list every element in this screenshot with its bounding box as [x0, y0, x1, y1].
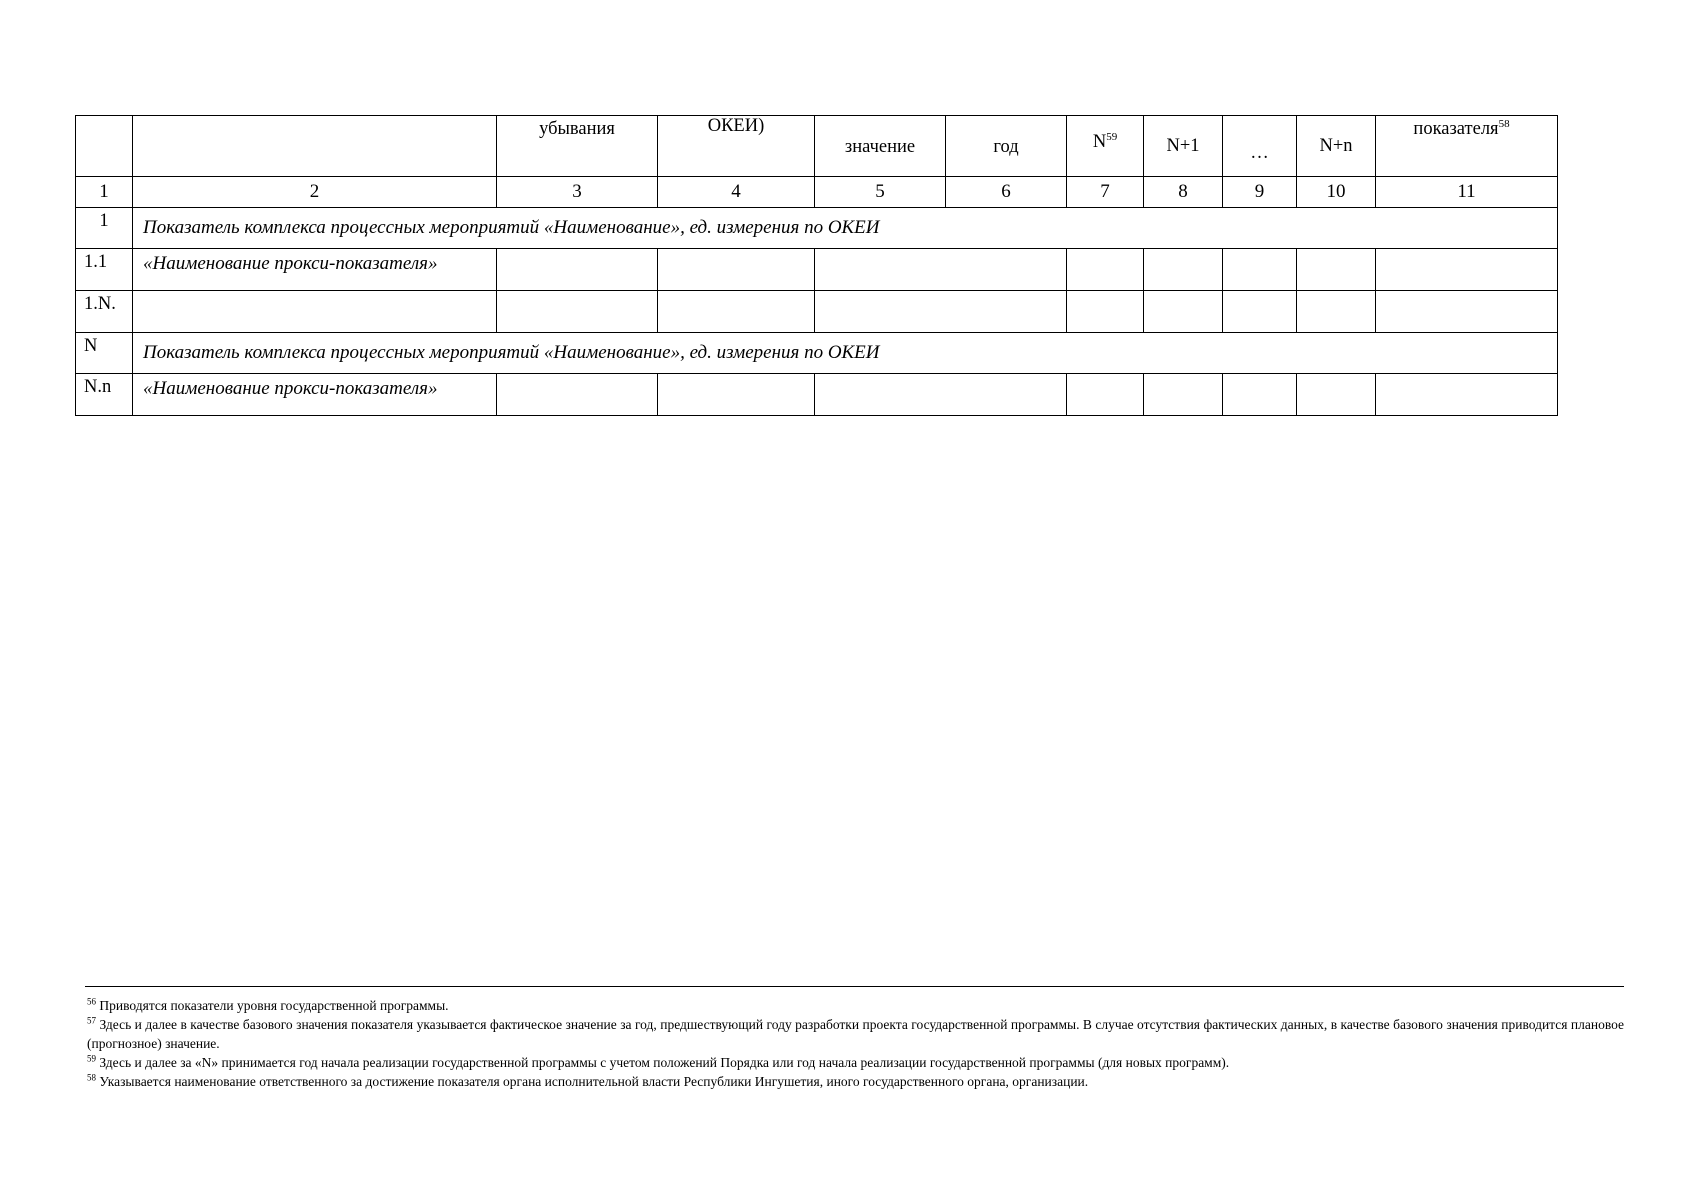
table-cell — [1144, 249, 1223, 291]
footnote-ref-58: 58 — [1498, 117, 1510, 130]
table-cell — [815, 374, 1067, 416]
header-cell-index — [76, 116, 133, 177]
table-cell — [1376, 249, 1558, 291]
header-base-value-label: значение — [844, 137, 916, 157]
header-unit-label: ОКЕИ) — [707, 116, 765, 136]
row-index: 1.N. — [76, 291, 133, 333]
header-cell-year-n — [1067, 116, 1144, 177]
footnote-number: 57 — [87, 1015, 96, 1026]
row-index: N.n — [76, 374, 133, 416]
header-cell-year-nn — [1297, 116, 1376, 177]
header-row — [76, 116, 1558, 177]
column-number: 4 — [658, 177, 815, 208]
table-cell — [497, 374, 658, 416]
table-row — [76, 249, 1558, 291]
table-cell — [1376, 291, 1558, 333]
footnote-number: 56 — [87, 996, 96, 1007]
header-year-n — [1067, 132, 1143, 153]
column-number: 11 — [1376, 177, 1558, 208]
footnote-text: Здесь и далее за «N» принимается год начала реализации государственной программы с учетом положений Порядка или год начала реализации государственной программы (для новых программ). — [99, 1055, 1230, 1070]
footnote-number: 58 — [87, 1072, 96, 1083]
footnote — [87, 1053, 1624, 1072]
table-cell — [1223, 291, 1297, 333]
table-cell — [1144, 374, 1223, 416]
proxy-indicator-name: «Наименование прокси-показателя» — [133, 249, 497, 291]
footnote-text: Указывается наименование ответственного за достижение показателя органа исполнительной власти Республики Ингушетия, иного государственного органа, организации. — [99, 1074, 1089, 1089]
table-cell — [1067, 374, 1144, 416]
header-responsible — [1376, 119, 1558, 140]
table-cell — [815, 249, 1067, 291]
header-year-n1-label: N+1 — [1166, 136, 1200, 156]
header-base-year-label: год — [993, 137, 1019, 157]
table-cell — [1223, 374, 1297, 416]
header-direction-label: убывания — [539, 119, 615, 139]
header-cell-name — [133, 116, 497, 177]
column-number: 1 — [76, 177, 133, 208]
table-cell — [815, 291, 1067, 333]
proxy-indicator-name — [133, 291, 497, 333]
section-row — [76, 208, 1558, 249]
column-number-row — [76, 177, 1558, 208]
table-cell — [658, 249, 815, 291]
table-cell — [658, 374, 815, 416]
column-number: 5 — [815, 177, 946, 208]
table-cell — [1067, 249, 1144, 291]
section-title: Показатель комплекса процессных мероприятий «Наименование», ед. измерения по ОКЕИ — [133, 208, 1558, 249]
table-cell — [658, 291, 815, 333]
header-cell-responsible — [1376, 116, 1558, 177]
table-cell — [1297, 374, 1376, 416]
header-cell-ellipsis — [1223, 116, 1297, 177]
footnote — [87, 996, 1624, 1015]
table-cell — [1144, 291, 1223, 333]
table-cell — [1376, 374, 1558, 416]
column-number: 6 — [946, 177, 1067, 208]
footnote — [87, 1015, 1624, 1053]
section-title: Показатель комплекса процессных мероприятий «Наименование», ед. измерения по ОКЕИ — [133, 333, 1558, 374]
header-year-nn-label: N+n — [1319, 136, 1353, 156]
footnote-number: 59 — [87, 1053, 96, 1064]
column-number: 2 — [133, 177, 497, 208]
column-number: 7 — [1067, 177, 1144, 208]
header-year-n-label: N — [1092, 132, 1107, 152]
row-index: 1 — [76, 208, 133, 249]
footnote — [87, 1072, 1624, 1091]
header-ellipsis-label: … — [1250, 143, 1269, 163]
section-row — [76, 333, 1558, 374]
footnotes — [87, 996, 1624, 1091]
column-number: 8 — [1144, 177, 1223, 208]
table-cell — [1297, 291, 1376, 333]
header-cell-year-n1 — [1144, 116, 1223, 177]
table-cell — [1223, 249, 1297, 291]
header-cell-base-year — [946, 116, 1067, 177]
table-cell — [497, 249, 658, 291]
table-cell — [1067, 291, 1144, 333]
table-row — [76, 291, 1558, 333]
header-cell-base-value — [815, 116, 946, 177]
table-cell — [1297, 249, 1376, 291]
proxy-indicator-name: «Наименование прокси-показателя» — [133, 374, 497, 416]
header-cell-direction — [497, 116, 658, 177]
column-number: 10 — [1297, 177, 1376, 208]
row-index: 1.1 — [76, 249, 133, 291]
column-number: 9 — [1223, 177, 1297, 208]
indicator-table — [75, 115, 1558, 416]
footnote-ref-59: 59 — [1106, 130, 1118, 143]
table-cell — [497, 291, 658, 333]
row-index: N — [76, 333, 133, 374]
footnote-separator — [85, 986, 1624, 987]
column-number: 3 — [497, 177, 658, 208]
footnote-text: Приводятся показатели уровня государственной программы. — [99, 998, 449, 1013]
header-cell-unit — [658, 116, 815, 177]
table-row — [76, 374, 1558, 416]
header-responsible-label: показателя — [1413, 119, 1499, 139]
footnote-text: Здесь и далее в качестве базового значения показателя указывается фактическое значение за год, предшествующий году разработки проекта государственной программы. В случае отсутствия фактических данных, в качестве базового значения приводится плановое (прогнозное) значение. — [87, 1017, 1625, 1051]
